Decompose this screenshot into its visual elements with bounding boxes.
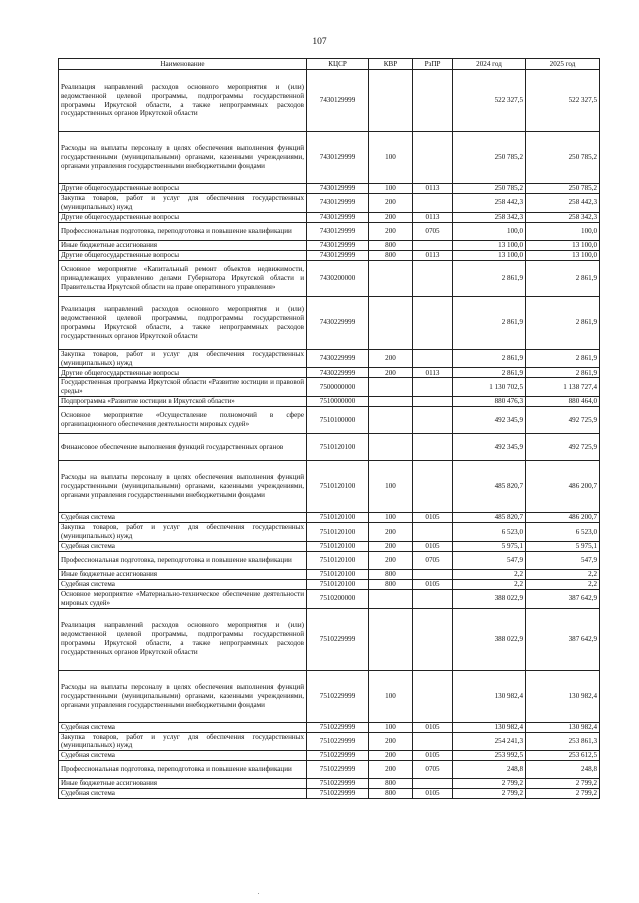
row-rzpr-cell [413, 132, 453, 184]
budget-table [58, 58, 600, 799]
row-name-cell: Подпрограмма «Развитие юстиции в Иркутской области» [59, 397, 307, 407]
table-header-row [59, 59, 600, 70]
row-rzpr-cell: 0705 [413, 761, 453, 779]
row-kcsr-cell: 7510100000 [307, 407, 369, 434]
row-name-cell: Иные бюджетные ассигнования [59, 240, 307, 250]
row-2024-cell: 254 241,3 [453, 732, 526, 751]
table-row [59, 397, 600, 407]
row-2024-cell: 1 130 702,5 [453, 378, 526, 397]
table-row [59, 513, 600, 523]
row-2025-cell: 5 975,1 [526, 541, 600, 551]
row-kcsr-cell: 7510229999 [307, 789, 369, 799]
row-2024-cell: 485 820,7 [453, 461, 526, 513]
row-2024-cell: 13 100,0 [453, 240, 526, 250]
row-2024-cell: 2 799,2 [453, 789, 526, 799]
row-kvr-cell: 800 [369, 579, 413, 589]
row-kvr-cell: 200 [369, 732, 413, 751]
row-kcsr-cell: 7510120100 [307, 579, 369, 589]
scan-speck [258, 893, 259, 894]
row-kcsr-cell: 7510120100 [307, 434, 369, 461]
header-rzpr: РзПР [413, 59, 453, 70]
row-2025-cell: 547,9 [526, 551, 600, 569]
row-2024-cell: 13 100,0 [453, 250, 526, 260]
table-row [59, 608, 600, 670]
row-2024-cell: 258 342,3 [453, 212, 526, 222]
row-kcsr-cell: 7510229999 [307, 608, 369, 670]
table-row [59, 434, 600, 461]
row-2024-cell: 130 982,4 [453, 722, 526, 732]
header-kvr: КВР [369, 59, 413, 70]
row-rzpr-cell: 0113 [413, 368, 453, 378]
header-kcsr: КЦСР [307, 59, 369, 70]
row-kvr-cell: 200 [369, 751, 413, 761]
row-kcsr-cell: 7500000000 [307, 378, 369, 397]
row-name-cell: Другие общегосударственные вопросы [59, 368, 307, 378]
row-name-cell: Иные бюджетные ассигнования [59, 779, 307, 789]
row-rzpr-cell [413, 194, 453, 213]
row-rzpr-cell [413, 779, 453, 789]
row-name-cell: Реализация направлений расходов основного мероприятия и (или) ведомственной целевой программы, подпрограммы государственной программы Иркутской области, а также непрограммных расходов государственных органов Иркутской области [59, 296, 307, 349]
row-kcsr-cell: 7430129999 [307, 132, 369, 184]
row-kvr-cell: 200 [369, 349, 413, 368]
row-kcsr-cell: 7430229999 [307, 296, 369, 349]
row-name-cell: Реализация направлений расходов основного мероприятия и (или) ведомственной целевой программы, подпрограммы государственной программы Иркутской области, а также непрограммных расходов государственных органов Иркутской области [59, 70, 307, 132]
row-2024-cell: 130 982,4 [453, 670, 526, 722]
row-2025-cell: 6 523,0 [526, 523, 600, 542]
row-rzpr-cell: 0105 [413, 751, 453, 761]
row-2025-cell: 2 799,2 [526, 789, 600, 799]
row-2024-cell: 2 861,9 [453, 368, 526, 378]
row-name-cell: Расходы на выплаты персоналу в целях обеспечения выполнения функций государственными (муниципальными) органами, казенными учреждениями, органами управления государственными внебюджетными фондами [59, 461, 307, 513]
row-name-cell: Расходы на выплаты персоналу в целях обеспечения выполнения функций государственными (муниципальными) органами, казенными учреждениями, органами управления государственными внебюджетными фондами [59, 670, 307, 722]
row-name-cell: Судебная система [59, 579, 307, 589]
row-2024-cell: 248,8 [453, 761, 526, 779]
row-2025-cell: 486 200,7 [526, 461, 600, 513]
row-name-cell: Основное мероприятие «Материально-техническое обеспечение деятельности мировых судей» [59, 589, 307, 608]
row-name-cell: Судебная система [59, 513, 307, 523]
row-2025-cell: 2 861,9 [526, 296, 600, 349]
row-2024-cell: 492 345,9 [453, 434, 526, 461]
row-2025-cell: 13 100,0 [526, 250, 600, 260]
row-rzpr-cell [413, 523, 453, 542]
table-row [59, 722, 600, 732]
table-row [59, 751, 600, 761]
table-row [59, 579, 600, 589]
table-row [59, 541, 600, 551]
table-row [59, 222, 600, 240]
table-row [59, 461, 600, 513]
row-2025-cell: 2 861,9 [526, 368, 600, 378]
row-kcsr-cell: 7510229999 [307, 779, 369, 789]
row-rzpr-cell: 0105 [413, 579, 453, 589]
row-kvr-cell: 200 [369, 761, 413, 779]
page-number: 107 [312, 37, 327, 47]
row-2025-cell: 492 725,9 [526, 434, 600, 461]
row-2025-cell: 13 100,0 [526, 240, 600, 250]
row-name-cell: Реализация направлений расходов основного мероприятия и (или) ведомственной целевой программы, подпрограммы государственной программы Иркутской области, а также непрограммных расходов государственных органов Иркутской области [59, 608, 307, 670]
row-rzpr-cell [413, 407, 453, 434]
table-row [59, 779, 600, 789]
table-row [59, 732, 600, 751]
table-row [59, 569, 600, 579]
table-row [59, 184, 600, 194]
row-kcsr-cell: 7510120100 [307, 461, 369, 513]
row-2025-cell: 2 861,9 [526, 349, 600, 368]
row-kvr-cell [369, 397, 413, 407]
row-rzpr-cell [413, 569, 453, 579]
row-rzpr-cell [413, 732, 453, 751]
row-2024-cell: 388 022,9 [453, 589, 526, 608]
row-rzpr-cell: 0105 [413, 541, 453, 551]
row-name-cell: Профессиональная подготовка, переподготовка и повышение квалификации [59, 222, 307, 240]
row-name-cell: Судебная система [59, 789, 307, 799]
row-name-cell: Расходы на выплаты персоналу в целях обеспечения выполнения функций государственными (муниципальными) органами, казенными учреждениями, органами управления государственными внебюджетными фондами [59, 132, 307, 184]
row-name-cell: Государственная программа Иркутской области «Развитие юстиции и правовой среды» [59, 378, 307, 397]
row-kcsr-cell: 7430129999 [307, 240, 369, 250]
row-2025-cell: 2,2 [526, 569, 600, 579]
row-kcsr-cell: 7510000000 [307, 397, 369, 407]
row-kvr-cell [369, 260, 413, 296]
row-2025-cell: 100,0 [526, 222, 600, 240]
row-2025-cell: 250 785,2 [526, 184, 600, 194]
row-kvr-cell [369, 589, 413, 608]
row-name-cell: Судебная система [59, 722, 307, 732]
table-row [59, 260, 600, 296]
row-2024-cell: 2 799,2 [453, 779, 526, 789]
row-rzpr-cell: 0105 [413, 722, 453, 732]
table-row [59, 789, 600, 799]
table-row [59, 589, 600, 608]
row-kvr-cell: 200 [369, 551, 413, 569]
row-kcsr-cell: 7430229999 [307, 368, 369, 378]
table-row [59, 670, 600, 722]
table-row [59, 240, 600, 250]
row-2025-cell: 130 982,4 [526, 670, 600, 722]
row-2025-cell: 253 861,3 [526, 732, 600, 751]
row-2024-cell: 2 861,9 [453, 349, 526, 368]
row-rzpr-cell [413, 378, 453, 397]
table-row [59, 132, 600, 184]
header-name: Наименование [59, 59, 307, 70]
table-row [59, 296, 600, 349]
row-rzpr-cell [413, 260, 453, 296]
row-2024-cell: 547,9 [453, 551, 526, 569]
row-name-cell: Судебная система [59, 751, 307, 761]
row-kvr-cell [369, 434, 413, 461]
row-kcsr-cell: 7510200000 [307, 589, 369, 608]
row-kcsr-cell: 7510229999 [307, 751, 369, 761]
table-row [59, 194, 600, 213]
row-rzpr-cell [413, 240, 453, 250]
row-kcsr-cell: 7430129999 [307, 194, 369, 213]
row-rzpr-cell [413, 608, 453, 670]
row-2024-cell: 6 523,0 [453, 523, 526, 542]
table-row [59, 70, 600, 132]
row-name-cell: Профессиональная подготовка, переподготовка и повышение квалификации [59, 551, 307, 569]
row-kcsr-cell: 7510229999 [307, 761, 369, 779]
row-2024-cell: 100,0 [453, 222, 526, 240]
row-kvr-cell: 100 [369, 132, 413, 184]
row-rzpr-cell: 0113 [413, 250, 453, 260]
row-kvr-cell: 200 [369, 212, 413, 222]
row-kcsr-cell: 7430129999 [307, 222, 369, 240]
row-2025-cell: 522 327,5 [526, 70, 600, 132]
row-2025-cell: 2,2 [526, 579, 600, 589]
row-2025-cell: 1 138 727,4 [526, 378, 600, 397]
row-2025-cell: 248,8 [526, 761, 600, 779]
row-2025-cell: 258 342,3 [526, 212, 600, 222]
row-rzpr-cell [413, 349, 453, 368]
row-2024-cell: 250 785,2 [453, 184, 526, 194]
row-kcsr-cell: 7510229999 [307, 670, 369, 722]
row-2025-cell: 387 642,9 [526, 608, 600, 670]
row-rzpr-cell: 0105 [413, 513, 453, 523]
row-kvr-cell: 200 [369, 194, 413, 213]
row-name-cell: Иные бюджетные ассигнования [59, 569, 307, 579]
table-row [59, 212, 600, 222]
row-2025-cell: 387 642,9 [526, 589, 600, 608]
row-kvr-cell: 100 [369, 670, 413, 722]
row-2025-cell: 2 861,9 [526, 260, 600, 296]
row-kcsr-cell: 7510229999 [307, 722, 369, 732]
table-body [59, 70, 600, 799]
row-kcsr-cell: 7430200000 [307, 260, 369, 296]
row-2025-cell: 492 725,9 [526, 407, 600, 434]
row-kvr-cell: 800 [369, 789, 413, 799]
row-kcsr-cell: 7510120100 [307, 551, 369, 569]
row-name-cell: Закупка товаров, работ и услуг для обеспечения государственных (муниципальных) нужд [59, 732, 307, 751]
table-row [59, 523, 600, 542]
row-rzpr-cell: 0705 [413, 551, 453, 569]
table-row [59, 349, 600, 368]
row-kcsr-cell: 7510120100 [307, 541, 369, 551]
table-row [59, 407, 600, 434]
row-kcsr-cell: 7430129999 [307, 250, 369, 260]
row-2025-cell: 2 799,2 [526, 779, 600, 789]
table-row [59, 378, 600, 397]
row-2024-cell: 388 022,9 [453, 608, 526, 670]
row-kvr-cell: 200 [369, 368, 413, 378]
row-2024-cell: 522 327,5 [453, 70, 526, 132]
row-kvr-cell [369, 70, 413, 132]
row-kvr-cell: 100 [369, 184, 413, 194]
row-rzpr-cell: 0705 [413, 222, 453, 240]
row-rzpr-cell: 0113 [413, 184, 453, 194]
row-rzpr-cell [413, 670, 453, 722]
row-rzpr-cell [413, 296, 453, 349]
row-kcsr-cell: 7510120100 [307, 523, 369, 542]
table-row [59, 250, 600, 260]
row-kcsr-cell: 7510120100 [307, 569, 369, 579]
row-rzpr-cell [413, 397, 453, 407]
row-2025-cell: 253 612,5 [526, 751, 600, 761]
row-rzpr-cell: 0105 [413, 789, 453, 799]
row-kcsr-cell: 7510229999 [307, 732, 369, 751]
row-rzpr-cell [413, 589, 453, 608]
row-2025-cell: 258 442,3 [526, 194, 600, 213]
row-2024-cell: 880 476,3 [453, 397, 526, 407]
row-rzpr-cell [413, 70, 453, 132]
row-kcsr-cell: 7510120100 [307, 513, 369, 523]
row-kvr-cell: 100 [369, 722, 413, 732]
row-kvr-cell: 800 [369, 569, 413, 579]
row-name-cell: Закупка товаров, работ и услуг для обеспечения государственных (муниципальных) нужд [59, 194, 307, 213]
row-2024-cell: 2 861,9 [453, 260, 526, 296]
row-name-cell: Судебная система [59, 541, 307, 551]
row-kvr-cell: 200 [369, 222, 413, 240]
row-kvr-cell [369, 378, 413, 397]
row-2024-cell: 5 975,1 [453, 541, 526, 551]
row-rzpr-cell [413, 434, 453, 461]
header-2025: 2025 год [526, 59, 600, 70]
row-kcsr-cell: 7430129999 [307, 184, 369, 194]
row-2024-cell: 485 820,7 [453, 513, 526, 523]
row-kvr-cell [369, 407, 413, 434]
row-name-cell: Другие общегосударственные вопросы [59, 184, 307, 194]
row-name-cell: Основное мероприятие «Капитальный ремонт объектов недвижимости, принадлежащих управлению делами Губернатора Иркутской области и Правительства Иркутской области на праве оперативного управления» [59, 260, 307, 296]
row-2025-cell: 880 464,0 [526, 397, 600, 407]
header-2024: 2024 год [453, 59, 526, 70]
row-2024-cell: 2 861,9 [453, 296, 526, 349]
row-2024-cell: 2,2 [453, 579, 526, 589]
row-kcsr-cell: 7430129999 [307, 212, 369, 222]
row-name-cell: Основное мероприятие «Осуществление полномочий в сфере организационного обеспечения деятельности мировых судей» [59, 407, 307, 434]
row-name-cell: Другие общегосударственные вопросы [59, 212, 307, 222]
row-2025-cell: 130 982,4 [526, 722, 600, 732]
row-2024-cell: 2,2 [453, 569, 526, 579]
row-2024-cell: 258 442,3 [453, 194, 526, 213]
row-rzpr-cell [413, 461, 453, 513]
row-name-cell: Профессиональная подготовка, переподготовка и повышение квалификации [59, 761, 307, 779]
row-kcsr-cell: 7430129999 [307, 70, 369, 132]
row-2024-cell: 250 785,2 [453, 132, 526, 184]
table-row [59, 368, 600, 378]
row-rzpr-cell: 0113 [413, 212, 453, 222]
row-2024-cell: 253 992,5 [453, 751, 526, 761]
row-kvr-cell: 800 [369, 779, 413, 789]
row-kvr-cell [369, 608, 413, 670]
row-kvr-cell: 800 [369, 250, 413, 260]
row-kvr-cell: 100 [369, 461, 413, 513]
row-2025-cell: 250 785,2 [526, 132, 600, 184]
row-name-cell: Финансовое обеспечение выполнения функций государственных органов [59, 434, 307, 461]
table-row [59, 551, 600, 569]
row-kvr-cell [369, 296, 413, 349]
row-2025-cell: 486 200,7 [526, 513, 600, 523]
row-kvr-cell: 800 [369, 240, 413, 250]
row-kvr-cell: 100 [369, 513, 413, 523]
row-kvr-cell: 200 [369, 523, 413, 542]
row-kvr-cell: 200 [369, 541, 413, 551]
row-name-cell: Закупка товаров, работ и услуг для обеспечения государственных (муниципальных) нужд [59, 523, 307, 542]
table-row [59, 761, 600, 779]
row-name-cell: Закупка товаров, работ и услуг для обеспечения государственных (муниципальных) нужд [59, 349, 307, 368]
row-2024-cell: 492 345,9 [453, 407, 526, 434]
row-name-cell: Другие общегосударственные вопросы [59, 250, 307, 260]
row-kcsr-cell: 7430229999 [307, 349, 369, 368]
